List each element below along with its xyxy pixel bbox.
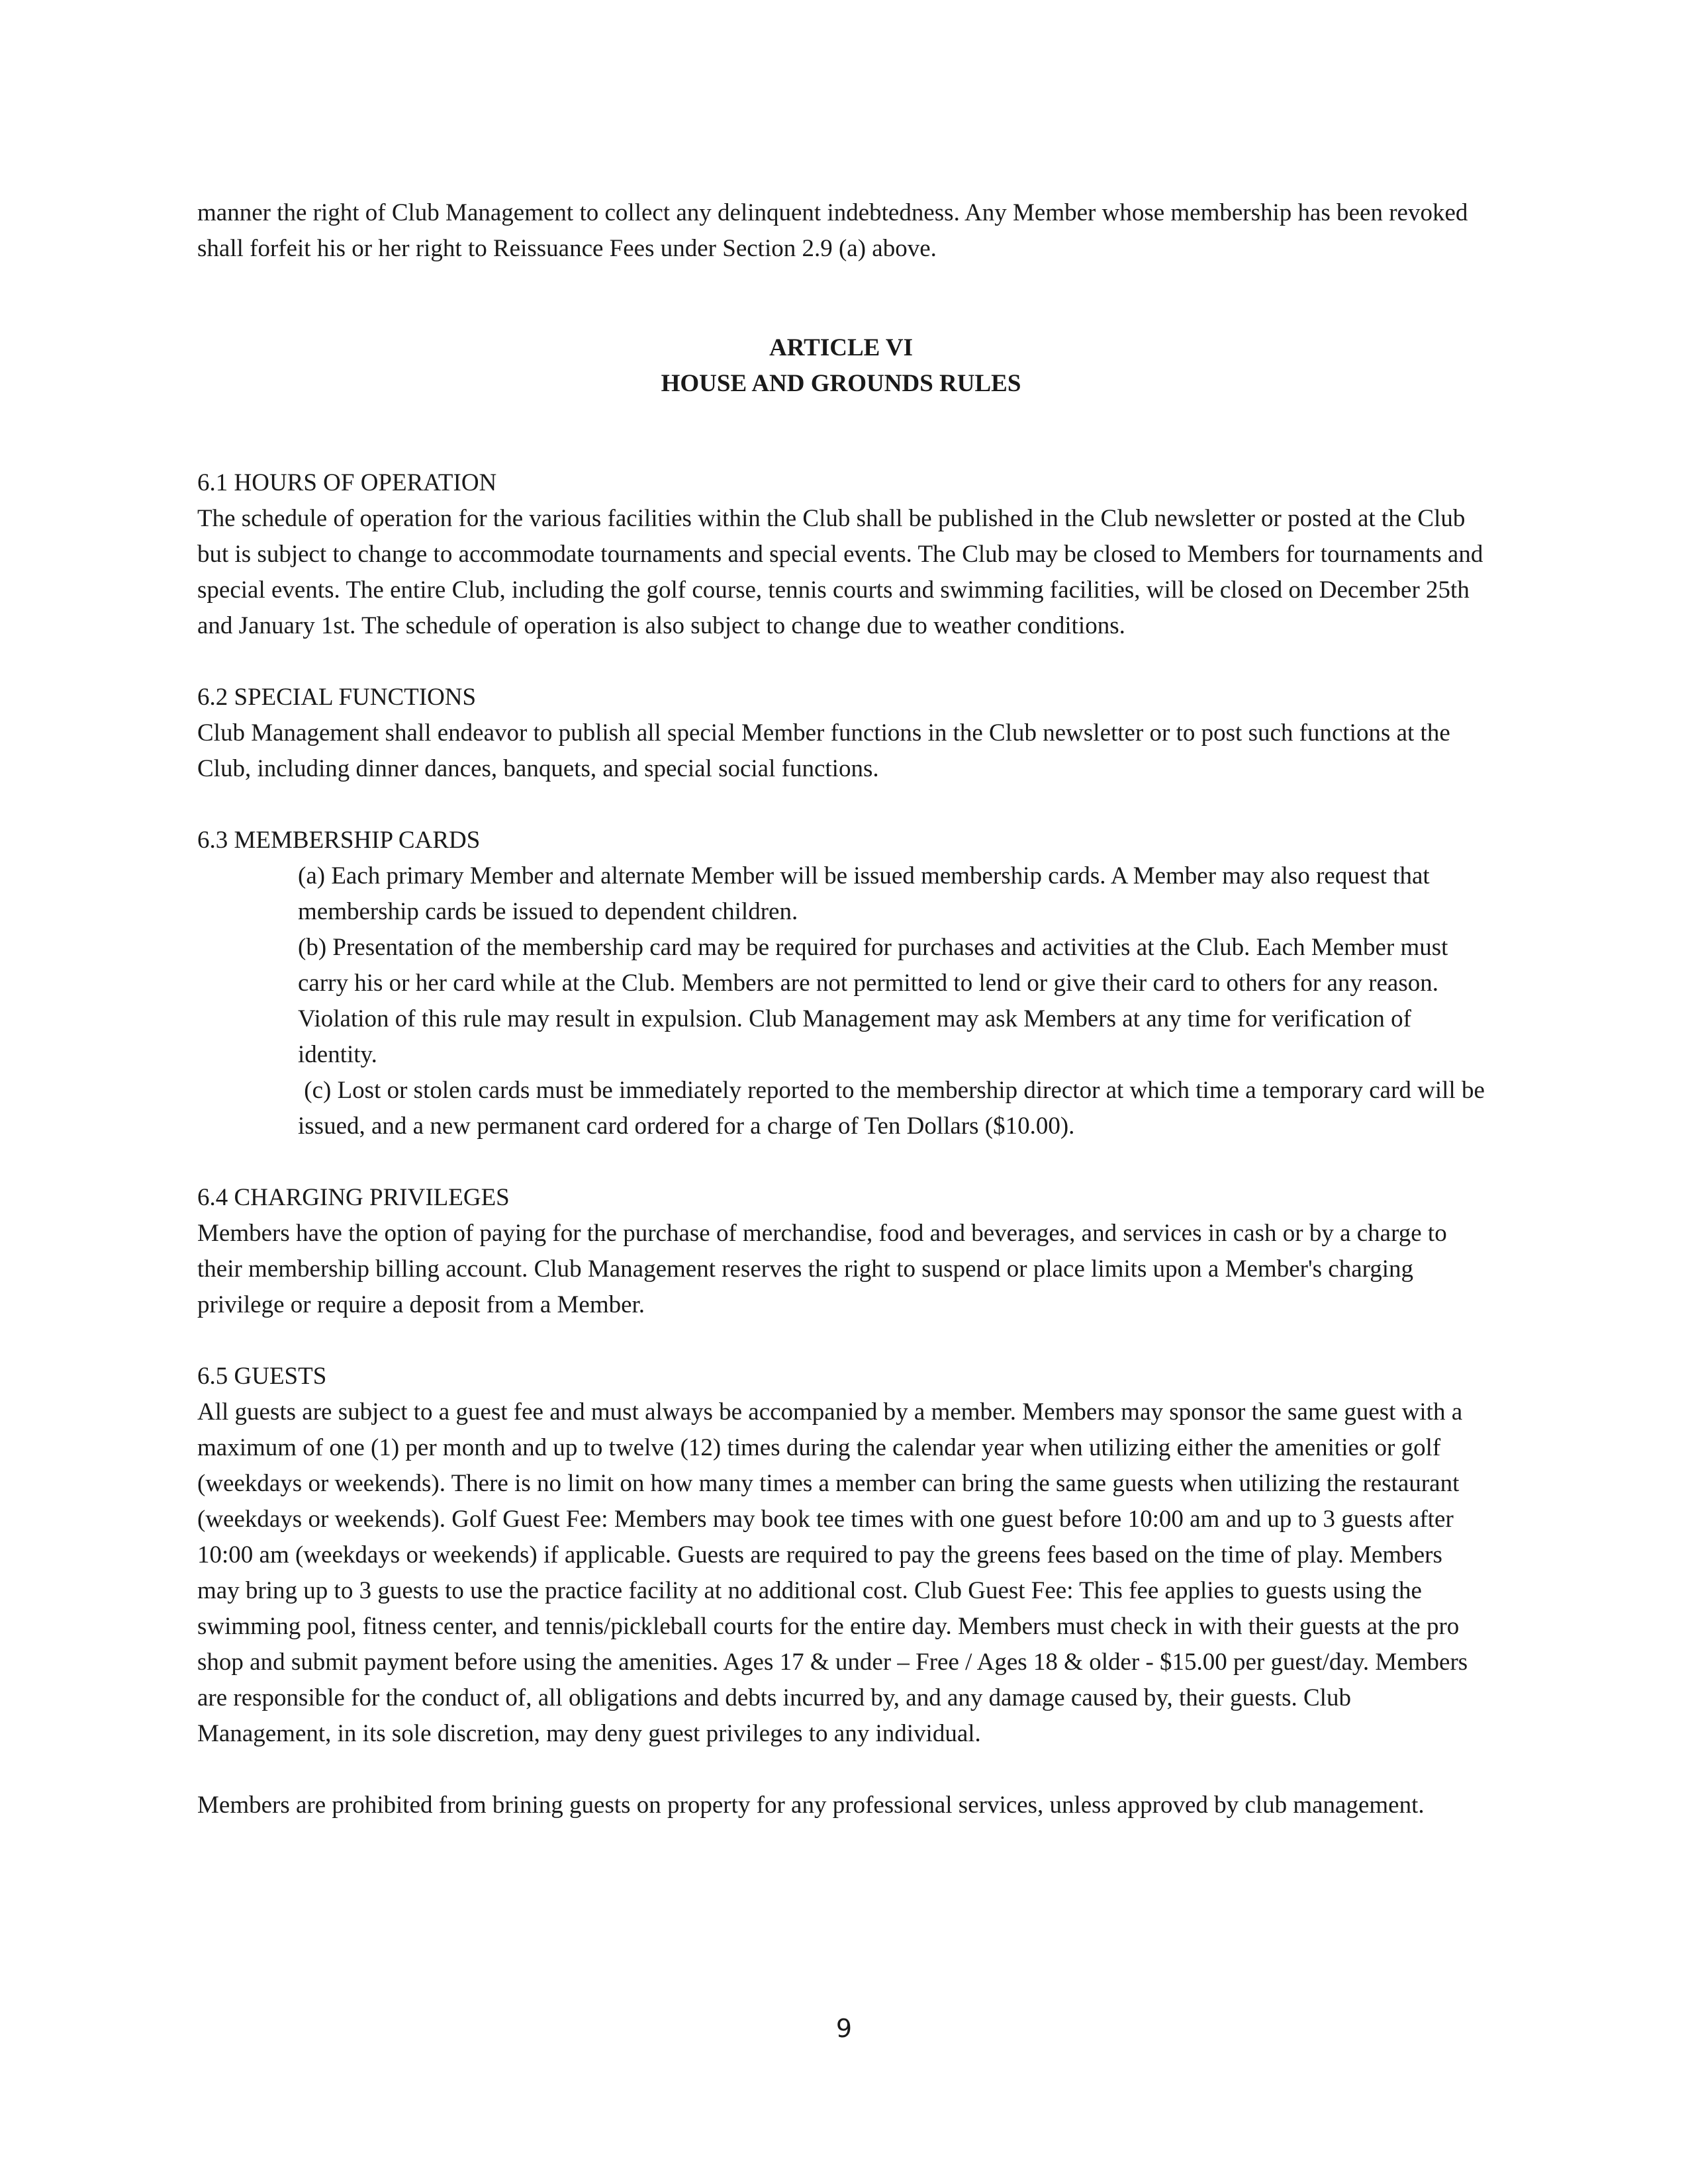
section-title: 6.1 HOURS OF OPERATION: [197, 469, 497, 496]
section-charging-privileges: [197, 1180, 1485, 1323]
section-special-functions: [197, 680, 1485, 787]
intro-paragraph: manner the right of Club Management to collect any delinquent indebtedness. Any Member whose membership has been revoked shall forfeit his or her right to Reissuance Fees under Section 2.9 (a) above.: [197, 199, 1468, 262]
page-content: [197, 195, 1491, 1823]
guests-note-paragraph: Members are prohibited from brining guests on property for any professional services, unless approved by club management.: [197, 1792, 1425, 1819]
subsection-a: (a) Each primary Member and alternate Member will be issued membership cards. A Member may also request that membership cards be issued to dependent children.: [298, 862, 1430, 925]
section-title: 6.4 CHARGING PRIVILEGES: [197, 1184, 510, 1211]
section-body: The schedule of operation for the various facilities within the Club shall be published in the Club newsletter or posted at the Club but is subject to change to accommodate tournaments and special events. The Club may be closed to Members for tournaments and special events. The entire Club, including the golf course, tennis courts and swimming facilities, will be closed on December 25th and January 1st. The schedule of operation is also subject to change due to weather conditions.: [197, 505, 1483, 639]
subsection-c: (c) Lost or stolen cards must be immediately reported to the membership director at which time a temporary card will be issued, and a new permanent card ordered for a charge of Ten Dollars ($10.00).: [298, 1077, 1491, 1140]
section-guests: [197, 1359, 1485, 1752]
subsection-list: [197, 858, 1491, 1144]
section-hours-of-operation: [197, 465, 1485, 644]
section-body: All guests are subject to a guest fee and must always be accompanied by a member. Members may sponsor the same guest with a maximum of one (1) per month and up to twelve (12) times during the calendar year when utilizing either the amenities or golf (weekdays or weekends). There is no limit on how many times a member can bring the same guests when utilizing the restaurant (weekdays or weekends). Golf Guest Fee: Members may book tee times with one guest before 10:00 am and up to 3 guests after 10:00 am (weekdays or weekends) if applicable. Guests are required to pay the greens fees based on the time of play. Members may bring up to 3 guests to use the practice facility at no additional cost. Club Guest Fee: This fee applies to guests using the swimming pool, fitness center, and tennis/pickleball courts for the entire day. Members must check in with their guests at the pro shop and submit payment before using the amenities. Ages 17 & under – Free / Ages 18 & older - $15.00 per guest/day. Members are responsible for the conduct of, all obligations and debts incurred by, and any damage caused by, their guests. Club Management, in its sole discretion, may deny guest privileges to any individual.: [197, 1398, 1468, 1747]
article-title: HOUSE AND GROUNDS RULES: [661, 370, 1021, 397]
article-number: ARTICLE VI: [769, 334, 913, 361]
article-heading: [197, 330, 1485, 402]
section-body: Members have the option of paying for the purchase of merchandise, food and beverages, and services in cash or by a charge to their membership billing account. Club Management reserves the right to suspend or place limits upon a Member's charging privilege or require a deposit from a Member.: [197, 1220, 1447, 1318]
section-title: 6.5 GUESTS: [197, 1363, 327, 1390]
section-title: 6.3 MEMBERSHIP CARDS: [197, 827, 481, 854]
section-body: Club Management shall endeavor to publish all special Member functions in the Club newsletter or to post such functions at the Club, including dinner dances, banquets, and special social functions.: [197, 719, 1450, 782]
subsection-b: (b) Presentation of the membership card may be required for purchases and activities at the Club. Each Member must carry his or her card while at the Club. Members are not permitted to lend or give their card to others for any reason. Violation of this rule may result in expulsion. Club Management may ask Members at any time for verification of identity.: [298, 934, 1448, 1068]
section-membership-cards: [197, 823, 1491, 1144]
section-title: 6.2 SPECIAL FUNCTIONS: [197, 684, 477, 711]
page-number: 9: [835, 2014, 853, 2043]
